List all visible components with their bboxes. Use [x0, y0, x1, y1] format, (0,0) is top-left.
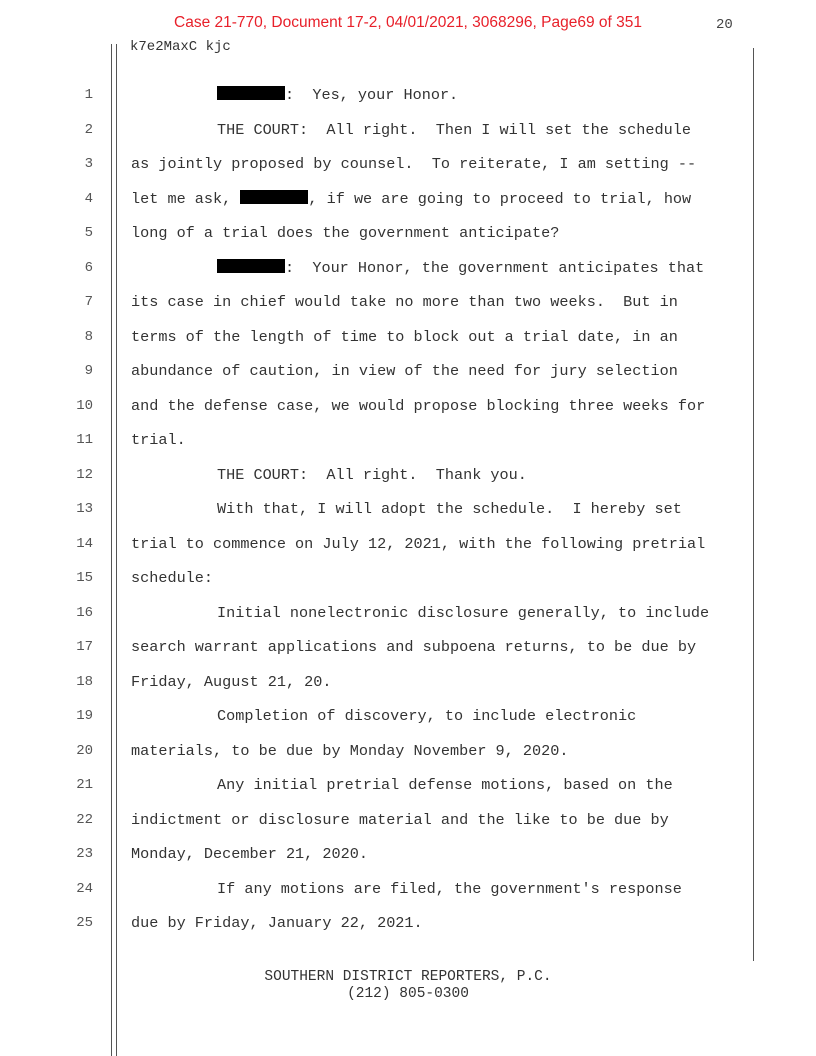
line-text: trial. [131, 431, 186, 449]
line-text: Any initial pretrial defense motions, based on the [217, 776, 673, 794]
line-text: trial to commence on July 12, 2021, with the following pretrial [131, 534, 706, 553]
line-number: 3 [84, 156, 93, 172]
line-number: 9 [84, 363, 93, 379]
line-number: 7 [84, 294, 93, 310]
case-filing-stamp: Case 21-770, Document 17-2, 04/01/2021, 3068296, Page69 of 351 [174, 14, 642, 31]
line-number: 19 [76, 708, 93, 724]
line-text: search warrant applications and subpoena returns, to be due by [131, 638, 697, 656]
transcript-line [0, 872, 816, 907]
line-text-before-redaction: let me ask, [131, 189, 241, 208]
line-number: 5 [84, 225, 93, 241]
transcript-line [0, 699, 816, 734]
transcript-line [0, 320, 816, 355]
line-number: 15 [76, 570, 93, 586]
line-text: abundance of caution, in view of the need for jury selection [131, 362, 678, 380]
reporter-name: SOUTHERN DISTRICT REPORTERS, P.C. [264, 969, 552, 985]
line-text [217, 78, 458, 113]
transcript-line [0, 216, 816, 251]
line-text: long of a trial does the government anticipate? [131, 224, 560, 242]
line-text: materials, to be due by Monday November 9, 2020. [131, 741, 569, 760]
transcript-line [0, 285, 816, 320]
redaction-block [217, 86, 285, 100]
line-text: THE COURT: All right. Thank you. [217, 465, 527, 484]
line-text: and the defense case, we would propose blocking three weeks for [131, 396, 706, 415]
line-number: 25 [76, 915, 93, 931]
transcript-line [0, 113, 816, 148]
line-text: due by Friday, January 22, 2021. [131, 914, 423, 932]
redaction-block [217, 259, 285, 273]
line-text: Initial nonelectronic disclosure generally, to include [217, 603, 710, 622]
transcript-line [0, 182, 816, 217]
transcript-line [0, 630, 816, 665]
line-number: 17 [76, 639, 93, 655]
redaction-block [240, 190, 308, 204]
transcript-line [0, 458, 816, 493]
line-text: as jointly proposed by counsel. To reiterate, I am setting -- [131, 155, 697, 173]
transcript-line [0, 561, 816, 596]
line-number: 12 [76, 466, 93, 483]
transcript-line [0, 803, 816, 838]
transcript-line [0, 423, 816, 458]
line-number: 18 [76, 673, 93, 690]
transcript-line [0, 251, 816, 286]
reporter-phone: (212) 805-0300 [347, 986, 469, 1002]
transcript-line [0, 596, 816, 631]
transcript-case-code: k7e2MaxC kjc [130, 39, 231, 55]
transcript-line [0, 768, 816, 803]
line-text [217, 251, 704, 286]
transcript-line [0, 147, 816, 182]
line-number: 22 [76, 811, 93, 828]
line-text: Friday, August 21, 20. [131, 672, 332, 691]
line-text: schedule: [131, 569, 214, 587]
transcript-line [0, 354, 816, 389]
line-number: 23 [76, 846, 93, 862]
line-text: Completion of discovery, to include electronic [217, 707, 637, 725]
line-text: THE COURT: All right. Then I will set the schedule [217, 120, 691, 139]
line-number: 14 [76, 535, 93, 552]
line-text: If any motions are filed, the government's response [217, 879, 682, 898]
line-number: 6 [84, 259, 93, 276]
line-text [131, 182, 691, 217]
line-number: 8 [84, 328, 93, 345]
line-number: 24 [76, 880, 93, 897]
transcript-line [0, 389, 816, 424]
line-number: 11 [76, 432, 93, 448]
transcript-line [0, 492, 816, 527]
line-number: 2 [84, 121, 93, 138]
line-number: 10 [76, 397, 93, 414]
line-text: indictment or disclosure material and the like to be due by [131, 810, 669, 829]
line-text-after-redaction: : Yes, your Honor. [285, 86, 459, 104]
line-number: 4 [84, 190, 93, 207]
transcript-line [0, 906, 816, 941]
transcript-line [0, 78, 816, 113]
transcript-line [0, 837, 816, 872]
line-text: terms of the length of time to block out a trial date, in an [131, 327, 678, 346]
line-number: 20 [76, 742, 93, 759]
transcript-line [0, 665, 816, 700]
transcript-line [0, 734, 816, 769]
page-number: 20 [716, 17, 733, 33]
transcript-line [0, 527, 816, 562]
line-number: 21 [76, 777, 93, 793]
line-number: 13 [76, 501, 93, 517]
line-text: its case in chief would take no more than two weeks. But in [131, 293, 678, 311]
line-text-after-redaction: : Your Honor, the government anticipates that [285, 258, 705, 277]
line-number: 16 [76, 604, 93, 621]
line-text: With that, I will adopt the schedule. I hereby set [217, 500, 682, 518]
line-text-after-redaction: , if we are going to proceed to trial, how [308, 189, 692, 208]
line-number: 1 [84, 87, 93, 103]
reporter-footer [0, 969, 816, 1003]
line-text: Monday, December 21, 2020. [131, 845, 368, 863]
